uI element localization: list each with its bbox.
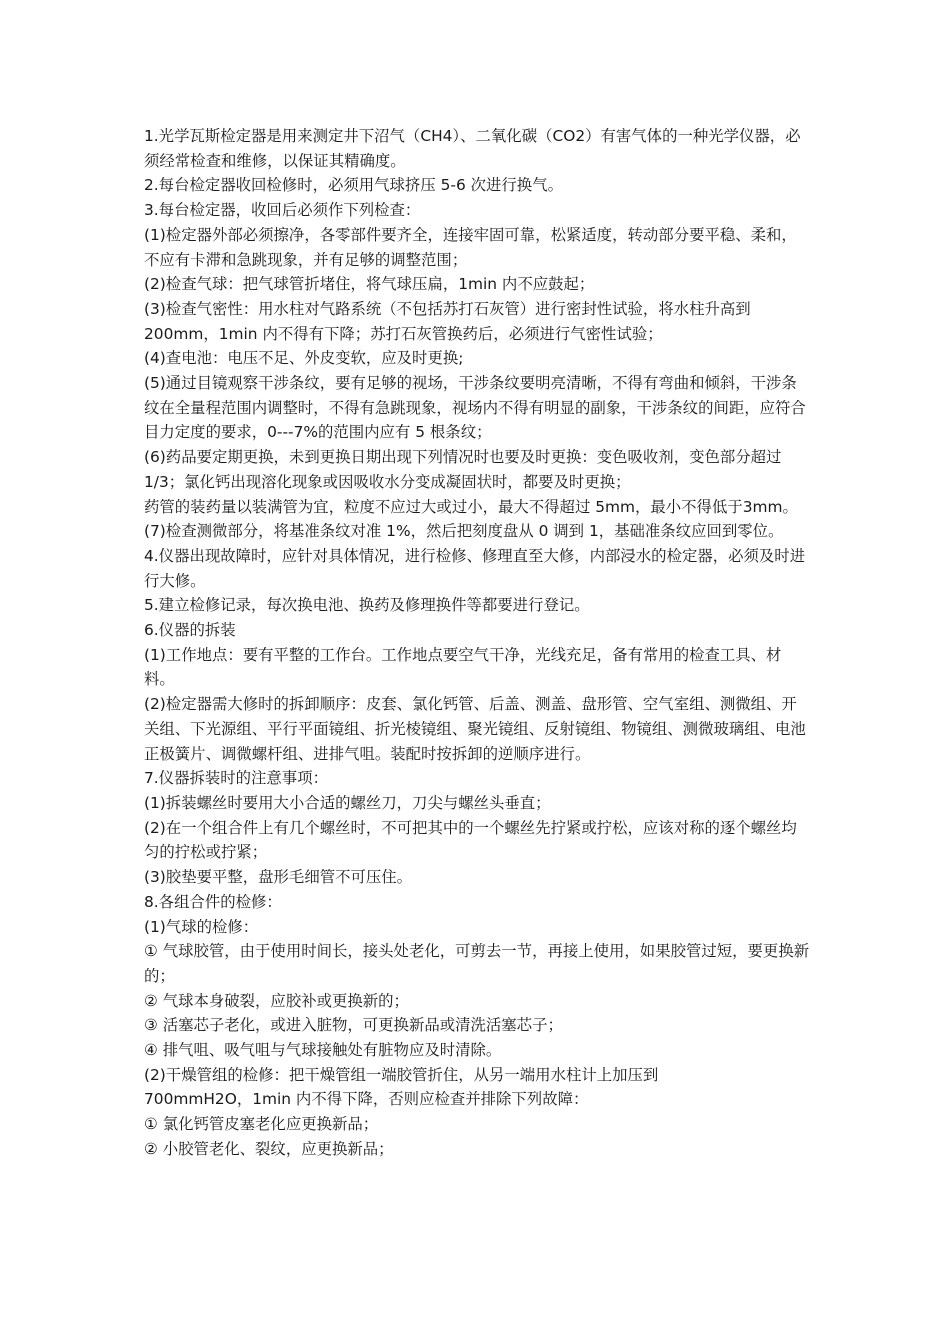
paragraph-8-2: (2)干燥管组的检修：把干燥管组一端胶管折住，从另一端用水柱计上加压到 [144, 1065, 659, 1084]
paragraph-3-3: (3)检查气密性：用水柱对气路系统（不包括苏打石灰管）进行密封性试验，将水柱升高到200mm，1min 内不得有下降；苏打石灰管换药后，必须进行气密性试验； [144, 299, 751, 343]
paragraph-3-1: (1)检定器外部必须擦净，各零部件要齐全，连接牢固可靠，松紧适度，转动部分要平稳、柔和，不应有卡滞和急跳现象，并有足够的调整范围； [144, 225, 797, 269]
paragraph-7-3: (3)胶垫要平整，盘形毛细管不可压住。 [144, 868, 413, 887]
paragraph-6-2: (2)检定器需大修时的拆卸顺序：皮套、氯化钙管、后盖、测盖、盘形管、空气室组、测微组、开关组、下光源组、平行平面镜组、折光棱镜组、聚光镜组、反射镜组、物镜组、测微玻璃组、电池正极簧片、调微螺杆组、进排气咀。装配时按拆卸的逆顺序进行。 [144, 695, 806, 763]
paragraph-3-7: (7)检查测微部分，将基准条纹对准 1%，然后把刻度盘从 0 调到 1，基础准条纹应回到零位。 [144, 522, 784, 541]
paragraph-7: 7.仪器拆装时的注意事项： [144, 769, 328, 788]
paragraph-5: 5.建立检修记录，每次换电池、换药及修理换件等都要进行登记。 [144, 596, 590, 615]
paragraph-3-4: (4)查电池：电压不足、外皮变软，应及时更换; [144, 349, 464, 368]
paragraph-3-5: (5)通过目镜观察干涉条纹，要有足够的视场，干涉条纹要明亮清晰，不得有弯曲和倾斜，干涉条纹在全量程范围内调整时，不得有急跳现象，视场内不得有明显的副象，干涉条纹的间距，应符合目力定度的要求，0---7%的范围内应有 5 根条纹； [144, 374, 806, 442]
paragraph-8-2-b: ② 小胶管老化、裂纹，应更换新品； [144, 1139, 394, 1158]
paragraph-8: 8.各组合件的检修： [144, 892, 282, 911]
paragraph-8-2-a: ① 氯化钙管皮塞老化应更换新品； [144, 1115, 379, 1134]
paragraph-8-1-d: ④ 排气咀、吸气咀与气球接触处有脏物应及时清除。 [144, 1041, 502, 1060]
paragraph-1: 1.光学瓦斯检定器是用来测定井下沼气（CH4）、二氧化碳（CO2）有害气体的一种光学仪器，必须经常检查和维修，以保证其精确度。 [144, 127, 801, 170]
document-body [144, 124, 812, 1162]
paragraph-8-1-c: ③ 活塞芯子老化，或进入脏物，可更换新品或清洗活塞芯子； [144, 1016, 563, 1035]
paragraph-8-2-cont: 700mmH2O，1min 内不得下降，否则应检查并排除下列故障： [144, 1090, 589, 1109]
paragraph-8-1: (1)气球的检修： [144, 917, 259, 936]
paragraph-6: 6.仪器的拆装 [144, 621, 236, 640]
paragraph-6-1: (1)工作地点：要有平整的工作台。工作地点要空气干净，光线充足，备有常用的检查工具、材料。 [144, 645, 782, 689]
paragraph-2: 2.每台检定器收回检修时，必须用气球挤压 5-6 次进行换气。 [144, 176, 563, 195]
paragraph-3: 3.每台检定器，收回后必须作下列检查： [144, 201, 421, 220]
paragraph-7-2: (2)在一个组合件上有几个螺丝时，不可把其中的一个螺丝先拧紧或拧松，应该对称的逐个螺丝均匀的拧松或拧紧； [144, 818, 797, 862]
paragraph-8-1-b: ② 气球本身破裂，应胶补或更换新的； [144, 991, 409, 1010]
paragraph-3-6-note: 药管的装药量以装满管为宜，粒度不应过大或过小，最大不得超过 5mm，最小不得低于3mm。 [144, 497, 798, 516]
paragraph-3-2: (2)检查气球：把气球管折堵住，将气球压扁，1min 内不应鼓起； [144, 275, 595, 294]
paragraph-8-1-a: ① 气球胶管，由于使用时间长，接头处老化，可剪去一节，再接上使用，如果胶管过短，要更换新的； [144, 942, 810, 985]
paragraph-3-6: (6)药品要定期更换，未到更换日期出现下列情况时也要及时更换：变色吸收剂，变色部分超过 1/3；氯化钙出现溶化现象或因吸收水分变成凝固状时，都要及时更换； [144, 448, 782, 491]
paragraph-7-1: (1)拆装螺丝时要用大小合适的螺丝刀，刀尖与螺丝头垂直； [144, 793, 551, 812]
paragraph-4: 4.仪器出现故障时，应针对具体情况，进行检修、修理直至大修，内部浸水的检定器，必须及时进行大修。 [144, 546, 806, 590]
